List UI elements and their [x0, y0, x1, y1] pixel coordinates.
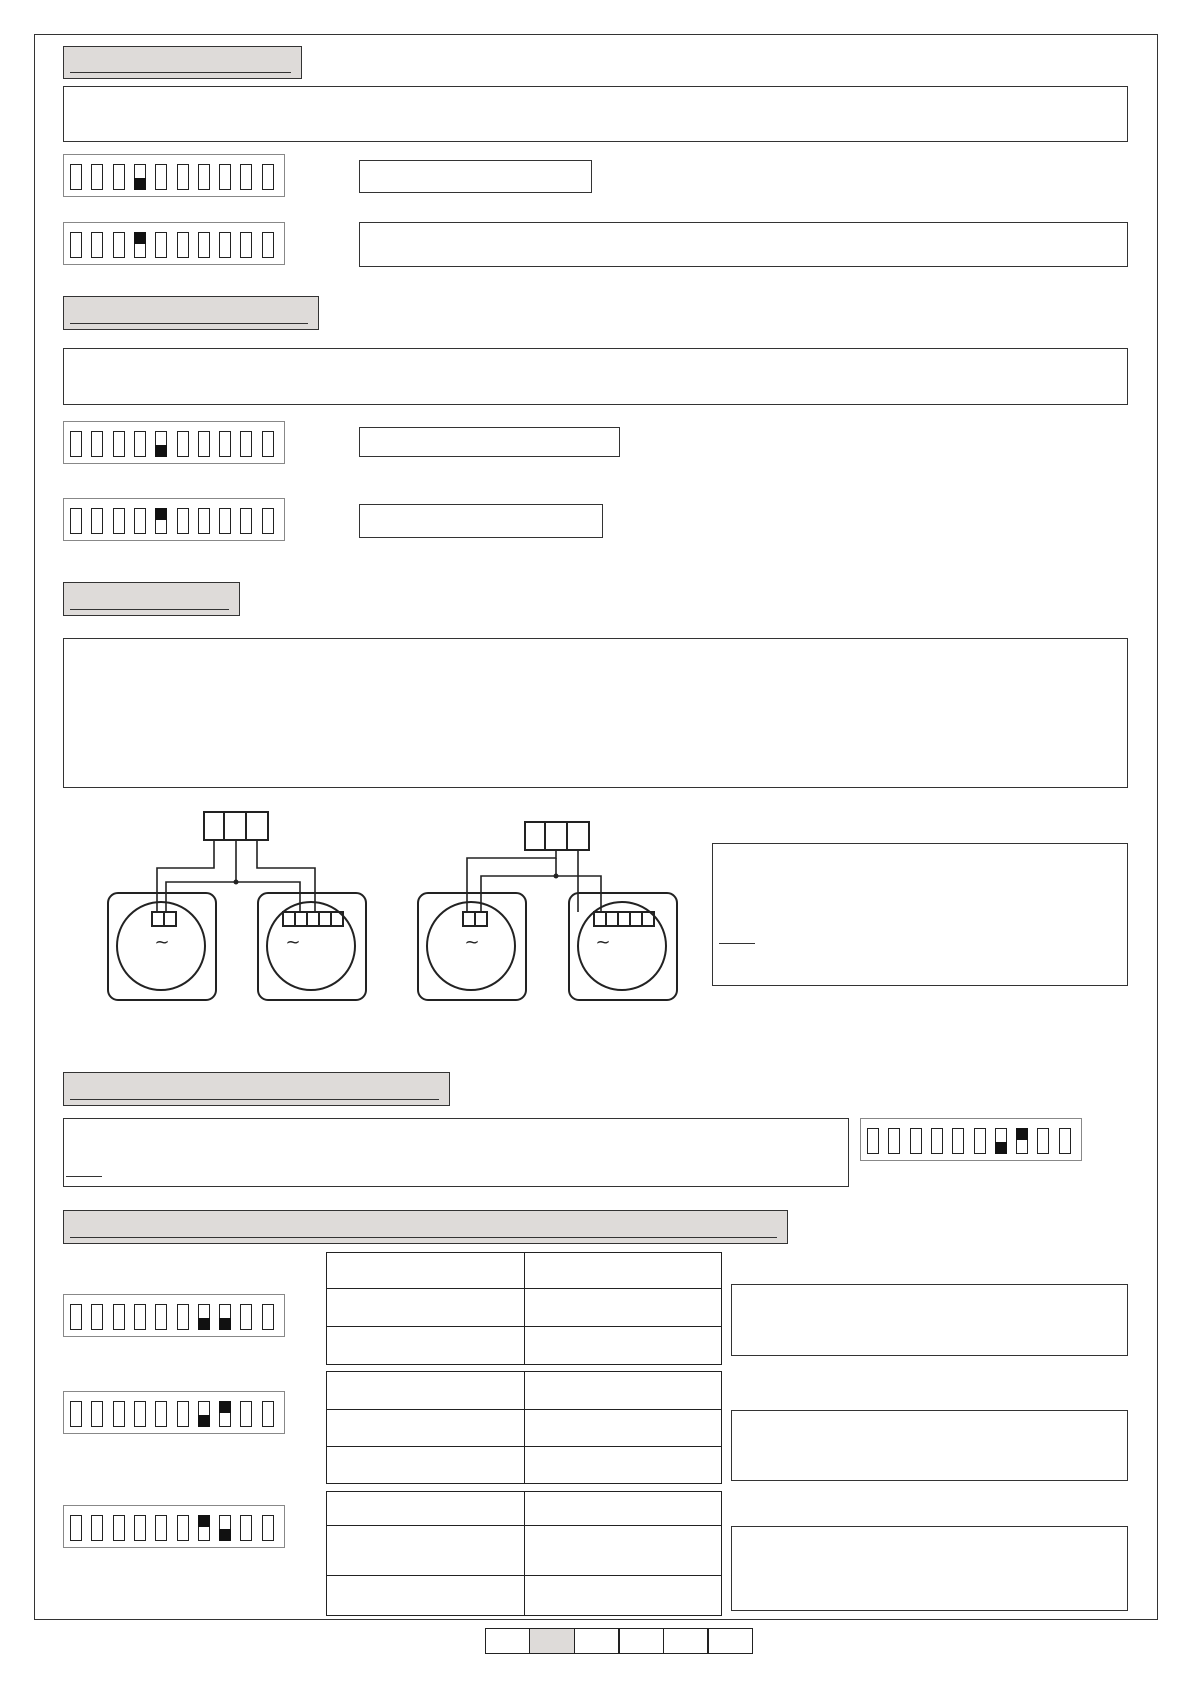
dip-switch-knob: [995, 1142, 1007, 1154]
dip-switch-slot: [198, 232, 210, 258]
wiring-diagram-a: [100, 800, 380, 1005]
dip-switch-knob: [219, 1401, 231, 1413]
dip-switch-slot: [219, 431, 231, 457]
dip-switch-slot: [134, 1304, 146, 1330]
section-3-heading: [63, 582, 240, 616]
page-tabs: [486, 1628, 753, 1654]
dip-switch-slot: [1016, 1128, 1028, 1154]
section-3-description: [63, 638, 1128, 788]
table-cell: [327, 1447, 525, 1484]
dip-switch: [63, 154, 285, 197]
dip-switch-slot: [910, 1128, 922, 1154]
dip-switch-slot: [219, 1304, 231, 1330]
dip-switch-slot: [219, 164, 231, 190]
terminal-block-cell: [525, 822, 545, 850]
dip-switch-slot: [198, 508, 210, 534]
dip-switch-slot: [113, 164, 125, 190]
dip-switch-slot: [91, 1304, 103, 1330]
dip-switch-knob: [198, 1515, 210, 1527]
ac-symbol: ~: [464, 932, 480, 953]
device-terminal: [594, 912, 606, 926]
table-cell: [524, 1492, 722, 1526]
ac-symbol: ~: [595, 932, 611, 953]
dip-switch-slot: [240, 164, 252, 190]
table-cell: [524, 1289, 722, 1327]
ac-symbol: ~: [154, 932, 170, 953]
dip-switch-slot: [262, 232, 274, 258]
device-terminal: [463, 912, 475, 926]
wire: [166, 882, 300, 912]
dip-switch-slot: [177, 1515, 189, 1541]
option-table: [326, 1371, 722, 1484]
table-cell: [524, 1410, 722, 1447]
dip-switch-slot: [113, 232, 125, 258]
dip-switch-slot: [134, 1515, 146, 1541]
dip-switch-slot: [262, 1401, 274, 1427]
dip-switch-slot: [888, 1128, 900, 1154]
dip-switch-slot: [198, 1304, 210, 1330]
dip-switch-knob: [155, 445, 167, 457]
dip-switch-slot: [240, 1515, 252, 1541]
heading-underline: [70, 1099, 439, 1100]
wire-junction: [234, 880, 239, 885]
table-cell: [327, 1492, 525, 1526]
terminal-block-cell: [567, 822, 589, 850]
dip-switch-slot: [974, 1128, 986, 1154]
dip-switch-slot: [70, 1401, 82, 1427]
dip-switch-slot: [177, 164, 189, 190]
option-table: [326, 1491, 722, 1616]
dip-switch-slot: [177, 508, 189, 534]
dip-switch-slot: [91, 164, 103, 190]
dip-switch-slot: [113, 508, 125, 534]
terminal-block-cell: [204, 812, 224, 840]
dip-switch-knob: [198, 1415, 210, 1427]
dip-switch: [63, 421, 285, 464]
dip-switch-slot: [113, 431, 125, 457]
section-4-heading: [63, 1072, 450, 1106]
dip-switch-slot: [70, 1304, 82, 1330]
dip-switch-slot: [952, 1128, 964, 1154]
wiring-diagram-b: [410, 812, 690, 1005]
heading-underline: [70, 609, 229, 610]
page-tab[interactable]: [618, 1628, 664, 1654]
dip-switch: [860, 1118, 1082, 1161]
terminal-block-cell: [224, 812, 246, 840]
dip-switch-slot: [240, 232, 252, 258]
dip-switch-slot: [177, 1401, 189, 1427]
dip-switch-slot: [1059, 1128, 1071, 1154]
dip-switch-slot: [134, 1401, 146, 1427]
dip-switch-slot: [240, 1401, 252, 1427]
dip-switch-slot: [995, 1128, 1007, 1154]
dip-switch: [63, 1294, 285, 1337]
wire-junction: [554, 874, 559, 879]
device-terminal: [606, 912, 618, 926]
dip-switch-slot: [70, 164, 82, 190]
dip-switch-slot: [219, 508, 231, 534]
section-2-heading: [63, 296, 319, 330]
dip-switch-slot: [198, 1515, 210, 1541]
option-label: [359, 504, 603, 538]
dip-switch-slot: [70, 431, 82, 457]
table-cell: [327, 1526, 525, 1576]
dip-switch-slot: [198, 1401, 210, 1427]
dip-switch-slot: [177, 232, 189, 258]
device-terminal: [164, 912, 176, 926]
option-label: [359, 427, 620, 457]
dip-switch-slot: [262, 1304, 274, 1330]
dip-switch-slot: [91, 232, 103, 258]
dip-switch-slot: [198, 164, 210, 190]
group-note: [731, 1410, 1128, 1481]
device-terminal: [152, 912, 164, 926]
dip-switch-slot: [134, 508, 146, 534]
device-terminal: [307, 912, 319, 926]
dip-switch-slot: [240, 508, 252, 534]
wire: [300, 868, 315, 912]
table-cell: [327, 1327, 525, 1365]
option-label: [359, 160, 592, 193]
section-1-heading: [63, 46, 302, 79]
device-right-dial: [267, 902, 355, 990]
dip-switch-slot: [70, 508, 82, 534]
page-tab-active[interactable]: [529, 1628, 575, 1654]
dip-switch-slot: [155, 164, 167, 190]
table-cell: [327, 1576, 525, 1616]
dip-switch-slot: [155, 508, 167, 534]
section-5-heading: [63, 1210, 788, 1244]
device-terminal: [475, 912, 487, 926]
dip-switch-knob: [219, 1529, 231, 1541]
note-underline: [66, 1176, 102, 1177]
dip-switch-knob: [155, 508, 167, 520]
dip-switch-slot: [177, 431, 189, 457]
table-cell: [524, 1372, 722, 1410]
table-cell: [524, 1253, 722, 1289]
dip-switch-slot: [177, 1304, 189, 1330]
dip-switch-slot: [91, 508, 103, 534]
note-underline: [719, 943, 755, 944]
dip-switch: [63, 498, 285, 541]
page-tab[interactable]: [663, 1628, 709, 1654]
dip-switch-slot: [155, 1304, 167, 1330]
table-cell: [524, 1576, 722, 1616]
dip-switch-slot: [867, 1128, 879, 1154]
dip-switch-slot: [931, 1128, 943, 1154]
heading-underline: [70, 323, 308, 324]
wire: [257, 840, 300, 868]
dip-switch: [63, 1391, 285, 1434]
device-terminal: [283, 912, 295, 926]
dip-switch-knob: [198, 1318, 210, 1330]
dip-switch-slot: [262, 431, 274, 457]
dip-switch-slot: [70, 232, 82, 258]
page-tab[interactable]: [485, 1628, 531, 1654]
dip-switch-slot: [155, 431, 167, 457]
dip-switch-slot: [134, 164, 146, 190]
dip-switch-slot: [219, 232, 231, 258]
device-terminal: [319, 912, 331, 926]
dip-switch-slot: [240, 1304, 252, 1330]
table-cell: [524, 1526, 722, 1576]
table-cell: [327, 1289, 525, 1327]
dip-switch-slot: [134, 232, 146, 258]
device-terminal: [618, 912, 630, 926]
dip-switch-slot: [240, 431, 252, 457]
dip-switch-slot: [219, 1401, 231, 1427]
dip-switch-slot: [91, 431, 103, 457]
section-2-description: [63, 348, 1128, 405]
device-right-housing: [258, 893, 366, 1000]
dip-switch-slot: [219, 1515, 231, 1541]
dip-switch-knob: [134, 178, 146, 190]
heading-underline: [70, 1237, 777, 1238]
device-terminal: [295, 912, 307, 926]
dip-switch-slot: [91, 1515, 103, 1541]
dip-switch-slot: [113, 1304, 125, 1330]
dip-switch-slot: [262, 508, 274, 534]
group-note: [731, 1284, 1128, 1356]
dip-switch-slot: [91, 1401, 103, 1427]
dip-switch-slot: [113, 1401, 125, 1427]
page-tab[interactable]: [707, 1628, 753, 1654]
device-right-dial: [578, 902, 666, 990]
group-note: [731, 1526, 1128, 1611]
device-right-housing: [569, 893, 677, 1000]
dip-switch-slot: [262, 164, 274, 190]
dip-switch-knob: [219, 1318, 231, 1330]
dip-switch-slot: [155, 1515, 167, 1541]
dip-switch-knob: [134, 232, 146, 244]
section-4-description: [63, 1118, 849, 1187]
dip-switch: [63, 222, 285, 265]
table-cell: [327, 1253, 525, 1289]
dip-switch-slot: [198, 431, 210, 457]
dip-switch: [63, 1505, 285, 1548]
terminal-block-cell: [545, 822, 567, 850]
device-terminal: [630, 912, 642, 926]
dip-switch-knob: [1016, 1128, 1028, 1140]
page-tab[interactable]: [574, 1628, 620, 1654]
terminal-block-cell: [246, 812, 268, 840]
dip-switch-slot: [134, 431, 146, 457]
ac-symbol: ~: [285, 932, 301, 953]
dip-switch-slot: [155, 232, 167, 258]
table-cell: [524, 1327, 722, 1365]
table-cell: [327, 1410, 525, 1447]
section-1-description: [63, 86, 1128, 142]
dip-switch-slot: [113, 1515, 125, 1541]
dip-switch-slot: [262, 1515, 274, 1541]
option-label: [359, 222, 1128, 267]
section-3-note: [712, 843, 1128, 986]
dip-switch-slot: [70, 1515, 82, 1541]
heading-underline: [70, 72, 291, 73]
table-cell: [524, 1447, 722, 1484]
table-cell: [327, 1372, 525, 1410]
dip-switch-slot: [155, 1401, 167, 1427]
dip-switch-slot: [1037, 1128, 1049, 1154]
option-table: [326, 1252, 722, 1365]
